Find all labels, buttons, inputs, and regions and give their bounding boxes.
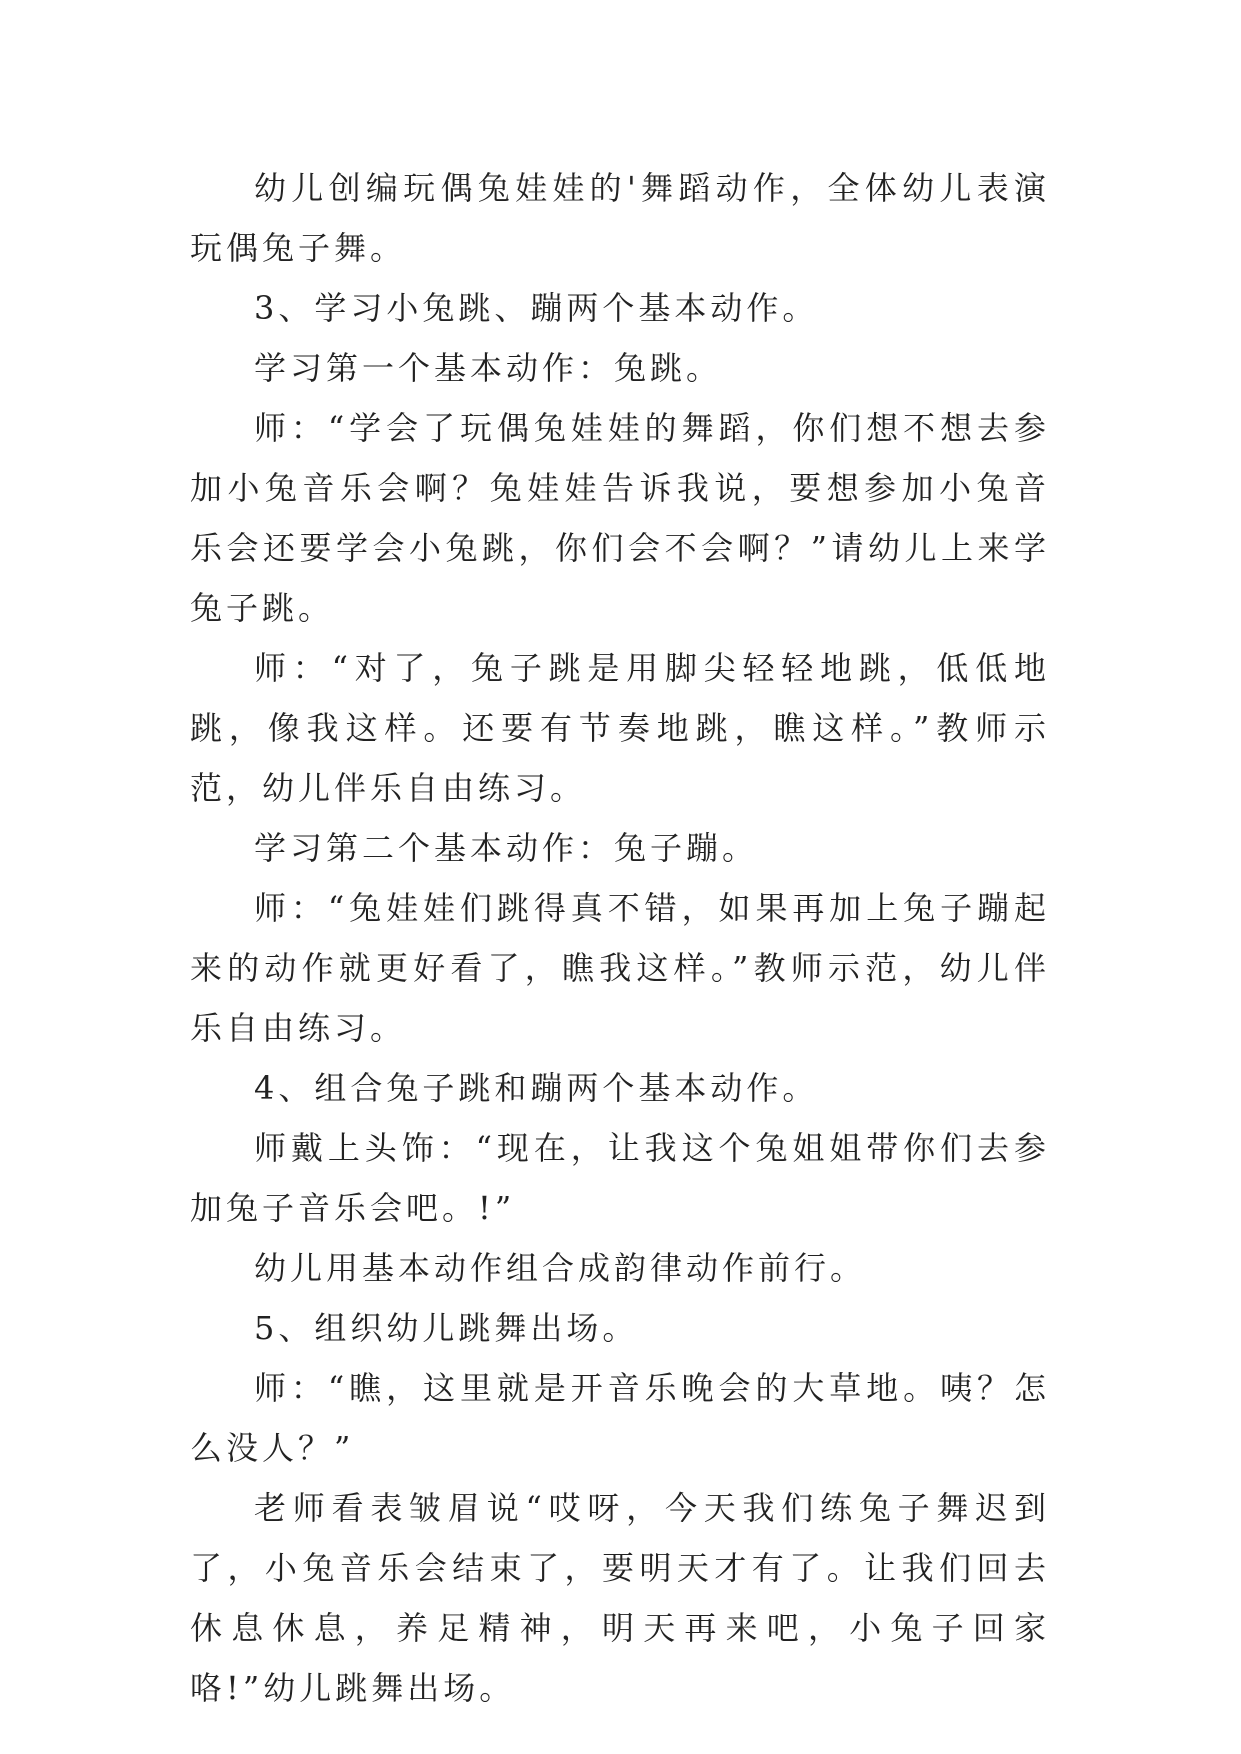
paragraph-2: 3、学习小兔跳、蹦两个基本动作。 — [254, 289, 819, 327]
paragraph-7: 师：“兔娃娃们跳得真不错，如果再加上兔子蹦起来的动作就更好看了，瞧我这样。”教师示范，幼儿伴乐自由练习。 — [190, 889, 1050, 1047]
paragraph-5: 师：“对了，兔子跳是用脚尖轻轻地跳，低低地跳，像我这样。还要有节奏地跳，瞧这样。”教师示范，幼儿伴乐自由练习。 — [190, 649, 1050, 807]
paragraph-10: 幼儿用基本动作组合成韵律动作前行。 — [254, 1249, 867, 1287]
paragraph-1: 幼儿创编玩偶兔娃娃的'舞蹈动作，全体幼儿表演玩偶兔子舞。 — [190, 169, 1050, 267]
paragraph-4: 师：“学会了玩偶兔娃娃的舞蹈，你们想不想去参加小兔音乐会啊？兔娃娃告诉我说，要想参加小兔音乐会还要学会小兔跳，你们会不会啊？”请幼儿上来学兔子跳。 — [190, 409, 1050, 627]
document-body — [190, 158, 1050, 1718]
paragraph-12: 师：“瞧，这里就是开音乐晚会的大草地。咦？怎么没人？” — [190, 1369, 1050, 1467]
paragraph-11: 5、组织幼儿跳舞出场。 — [254, 1309, 639, 1347]
paragraph-13: 老师看表皱眉说“哎呀，今天我们练兔子舞迟到了，小兔音乐会结束了，要明天才有了。让我们回去休息休息，养足精神，明天再来吧，小兔子回家咯!”幼儿跳舞出场。 — [190, 1489, 1050, 1707]
paragraph-3: 学习第一个基本动作：兔跳。 — [254, 349, 723, 387]
paragraph-8: 4、组合兔子跳和蹦两个基本动作。 — [254, 1069, 819, 1107]
paragraph-9: 师戴上头饰：“现在，让我这个兔姐姐带你们去参加兔子音乐会吧。!” — [190, 1129, 1050, 1227]
paragraph-6: 学习第二个基本动作：兔子蹦。 — [254, 829, 759, 867]
